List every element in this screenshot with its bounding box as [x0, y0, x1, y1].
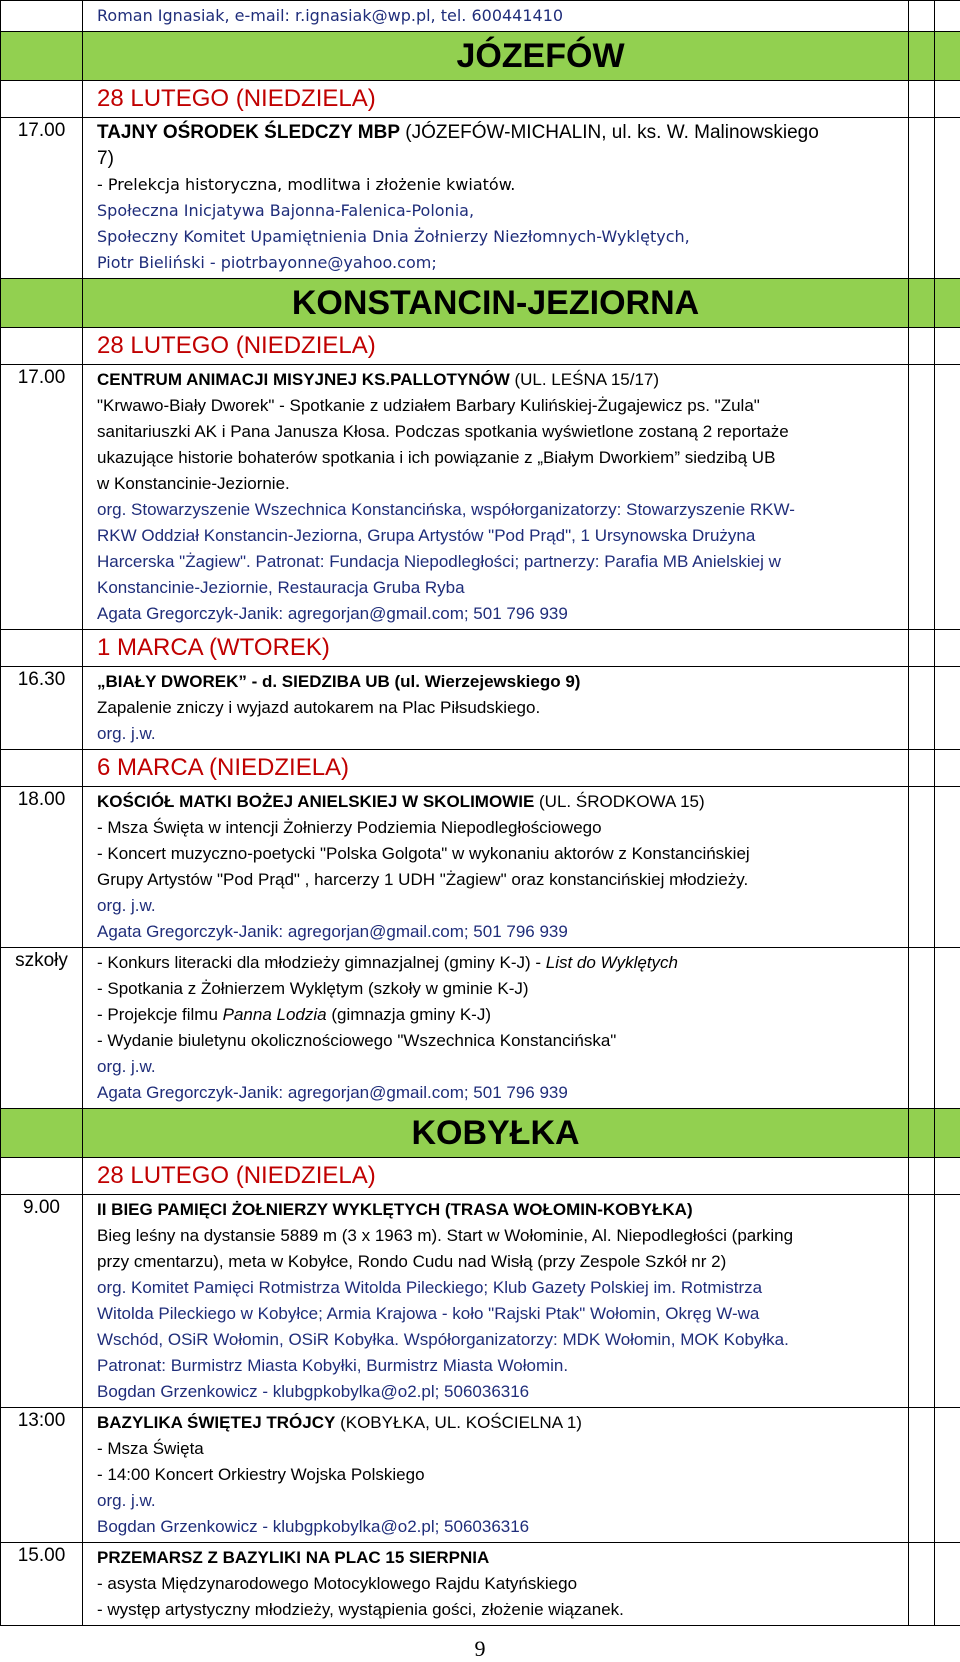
event-contact: Bogdan Grzenkowicz - klubgpkobylka@o2.pl; 506036316	[97, 1382, 530, 1401]
event-org: org. j.w.	[97, 724, 156, 743]
event-desc: - Msza Święta w intencji Żołnierzy Podziemia Niepodległościowego	[97, 818, 602, 837]
event-org: Społeczny Komitet Upamiętnienia Dnia Żołnierzy Niezłomnych-Wyklętych,	[97, 227, 690, 246]
section-header-konstancin	[1, 279, 960, 328]
event-desc: Bieg leśny na dystansie 5889 m (3 x 1963 m). Start w Wołominie, Al. Niepodległości (parking	[97, 1226, 794, 1245]
date-row	[1, 750, 960, 787]
event-title: TAJNY OŚRODEK ŚLEDCZY MBP	[97, 122, 400, 143]
event-org: org. j.w.	[97, 1491, 156, 1510]
event-title: CENTRUM ANIMACJI MISYJNEJ KS.PALLOTYNÓW	[97, 370, 510, 389]
event-desc: Grupy Artystów "Pod Prąd" , harcerzy 1 UDH "Żagiew" oraz konstancińskiej młodzieży.	[97, 870, 749, 889]
event-org: Harcerska "Żagiew". Patronat: Fundacja Niepodległości; partnerzy: Parafia MB Anielskiej w	[97, 552, 781, 571]
event-desc: sanitariuszki AK i Pana Janusza Kłosa. Podczas spotkania wyświetlone zostaną 2 reportaże	[97, 422, 789, 441]
event-row	[1, 365, 960, 630]
event-desc: "Krwawo-Biały Dworek" - Spotkanie z udziałem Barbary Kulińskiej-Żugajewicz ps. "Zula"	[97, 396, 760, 415]
section-title: JÓZEFÓW	[83, 32, 909, 81]
event-time: 16.30	[1, 667, 83, 750]
event-time: 9.00	[1, 1195, 83, 1408]
event-desc: ukazujące historie bohaterów spotkania i ich powiązanie z „Białym Dworkiem” siedzibą UB	[97, 448, 776, 467]
date-heading: 6 MARCA (NIEDZIELA)	[97, 754, 350, 781]
event-desc: - Prelekcja historyczna, modlitwa i złożenie kwiatów.	[97, 175, 516, 194]
event-org: Witolda Pileckiego w Kobyłce; Armia Krajowa - koło "Rajski Ptak" Wołomin, Okręg W-wa	[97, 1304, 760, 1323]
page-number: 9	[474, 1636, 486, 1661]
event-org: Społeczna Inicjatywa Bajonna-Falenica-Polonia,	[97, 201, 475, 220]
date-heading: 28 LUTEGO (NIEDZIELA)	[97, 332, 376, 359]
event-contact: Agata Gregorczyk-Janik: agregorjan@gmail.com; 501 796 939	[97, 1083, 568, 1102]
contact-line: Roman Ignasiak, e-mail: r.ignasiak@wp.pl, tel. 600441410	[83, 1, 909, 32]
event-desc: w Konstancinie-Jeziornie.	[97, 474, 290, 493]
event-title: PRZEMARSZ Z BAZYLIKI NA PLAC 15 SIERPNIA	[97, 1548, 490, 1567]
event-desc: przy cmentarzu), meta w Kobyłce, Rondo Cudu nad Wisłą (przy Zespole Szkół nr 2)	[97, 1252, 727, 1271]
event-location: (KOBYŁKA, UL. KOŚCIELNA 1)	[335, 1413, 582, 1432]
event-title: KOŚCIÓŁ MATKI BOŻEJ ANIELSKIEJ W SKOLIMOWIE	[97, 792, 535, 811]
event-row	[1, 667, 960, 750]
event-org: Wschód, OSiR Wołomin, OSiR Kobyłka. Współorganizatorzy: MDK Wołomin, MOK Kobyłka.	[97, 1330, 789, 1349]
event-row	[1, 787, 960, 948]
event-time: szkoły	[1, 948, 83, 1109]
event-org: org. j.w.	[97, 896, 156, 915]
event-row	[1, 1408, 960, 1543]
date-row	[1, 630, 960, 667]
date-heading: 1 MARCA (WTOREK)	[97, 634, 330, 661]
event-row	[1, 1195, 960, 1408]
event-time: 17.00	[1, 118, 83, 279]
event-desc: - 14:00 Koncert Orkiestry Wojska Polskiego	[97, 1465, 425, 1484]
contact-row	[1, 1, 960, 32]
event-desc: - Koncert muzyczno-poetycki "Polska Golgota" w wykonaniu aktorów z Konstancińskiej	[97, 844, 750, 863]
date-row	[1, 81, 960, 118]
event-desc: - Wydanie biuletynu okolicznościowego "Wszechnica Konstancińska"	[97, 1031, 617, 1050]
date-heading: 28 LUTEGO (NIEDZIELA)	[97, 1162, 376, 1189]
event-org: org. Komitet Pamięci Rotmistrza Witolda Pileckiego; Klub Gazety Polskiej im. Rotmistrza	[97, 1278, 763, 1297]
event-time: 13:00	[1, 1408, 83, 1543]
event-title: BAZYLIKA ŚWIĘTEJ TRÓJCY	[97, 1413, 336, 1432]
event-location: (UL. ŚRODKOWA 15)	[534, 792, 705, 811]
section-title: KONSTANCIN-JEZIORNA	[83, 279, 909, 328]
event-row	[1, 948, 960, 1109]
event-time: 18.00	[1, 787, 83, 948]
section-header-jozefow	[1, 32, 960, 81]
date-heading: 28 LUTEGO (NIEDZIELA)	[97, 85, 376, 112]
event-desc: - Msza Święta	[97, 1439, 204, 1458]
event-row	[1, 1543, 960, 1626]
event-org: org. j.w.	[97, 1057, 156, 1076]
event-org: Patronat: Burmistrz Miasta Kobyłki, Burmistrz Miasta Wołomin.	[97, 1356, 569, 1375]
event-time: 17.00	[1, 365, 83, 630]
event-title: II BIEG PAMIĘCI ŻOŁNIERZY WYKLĘTYCH (TRASA WOŁOMIN-KOBYŁKA)	[97, 1200, 693, 1219]
section-header-kobylka	[1, 1109, 960, 1158]
event-contact: Bogdan Grzenkowicz - klubgpkobylka@o2.pl; 506036316	[97, 1517, 530, 1536]
date-row	[1, 1158, 960, 1195]
event-row	[1, 118, 960, 279]
event-time: 15.00	[1, 1543, 83, 1626]
event-org: Konstancinie-Jeziornie, Restauracja Gruba Ryba	[97, 578, 465, 597]
event-location: (UL. LEŚNA 15/17)	[509, 370, 660, 389]
event-org: org. Stowarzyszenie Wszechnica Konstancińska, współorganizatorzy: Stowarzyszenie RKW-	[97, 500, 795, 519]
event-desc: Zapalenie zniczy i wyjazd autokarem na Plac Piłsudskiego.	[97, 698, 541, 717]
event-contact: Piotr Bieliński - piotrbayonne@yahoo.com;	[97, 253, 437, 272]
event-desc: - asysta Międzynarodowego Motocyklowego Rajdu Katyńskiego	[97, 1574, 578, 1593]
event-title: „BIAŁY DWOREK” - d. SIEDZIBA UB (ul. Wierzejewskiego 9)	[97, 672, 581, 691]
event-location-cont: 7)	[97, 148, 114, 169]
event-contact: Agata Gregorczyk-Janik: agregorjan@gmail.com; 501 796 939	[97, 922, 568, 941]
event-org: RKW Oddział Konstancin-Jeziorna, Grupa Artystów "Pod Prąd", 1 Ursynowska Drużyna	[97, 526, 756, 545]
event-desc: - Spotkania z Żołnierzem Wyklętym (szkoły w gminie K-J)	[97, 979, 529, 998]
event-desc: - Konkurs literacki dla młodzieży gimnazjalnej (gminy K-J) - List do Wyklętych	[97, 953, 679, 972]
event-desc: - Projekcje filmu Panna Lodzia (gimnazja gminy K-J)	[97, 1005, 491, 1024]
event-contact: Agata Gregorczyk-Janik: agregorjan@gmail.com; 501 796 939	[97, 604, 568, 623]
event-location: (JÓZEFÓW-MICHALIN, ul. ks. W. Malinowskiego	[400, 122, 819, 143]
event-desc: - występ artystyczny młodzieży, wystąpienia gości, złożenie wiązanek.	[97, 1600, 624, 1619]
section-title: KOBYŁKA	[83, 1109, 909, 1158]
date-row	[1, 328, 960, 365]
